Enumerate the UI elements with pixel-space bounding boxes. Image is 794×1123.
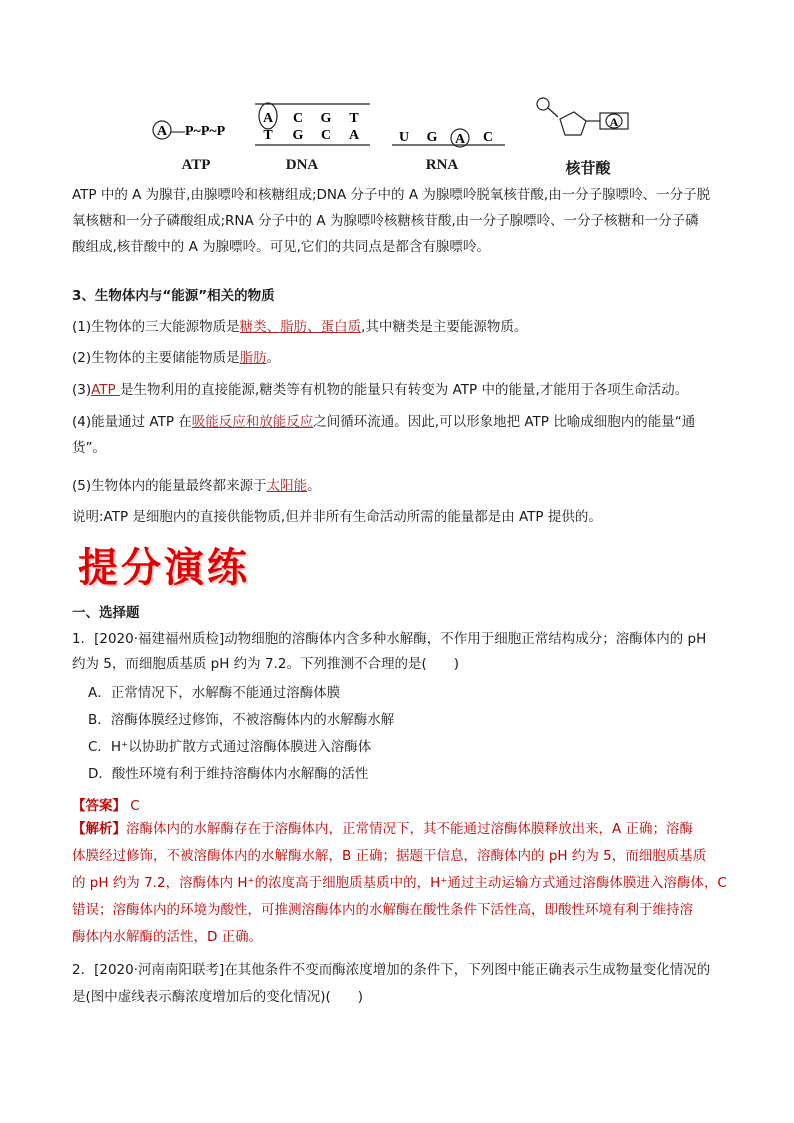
highlight-text: 太阳能	[266, 478, 308, 494]
highlight-text: 脂肪	[239, 350, 267, 366]
highlight-text: ATP	[91, 382, 120, 398]
intro-line: ATP 中的 A 为腺苷,由腺嘌呤和核糖组成;DNA 分子中的 A 为腺嘌呤脱氧核苷酸,由一分子腺嘌呤、一分子脱	[72, 187, 711, 203]
text-span: (3)	[72, 382, 92, 398]
energy-point-3	[72, 378, 688, 398]
choice-c: C．H⁺以协助扩散方式通过溶酶体膜进入溶酶体	[88, 739, 372, 755]
text-span: 溶酶体内的水解酶存在于溶酶体内，正常情况下，其不能通过溶酶体膜释放出来，A 正确；溶酶	[126, 821, 694, 837]
energy-point-2	[72, 346, 280, 366]
text-span: 是生物利用的直接能源,糖类等有机物的能量只有转变为 ATP 中的能量,才能用于各项生命活动。	[120, 382, 689, 398]
dna-top-base: A	[262, 111, 274, 126]
question-2-line: 2．[2020·河南南阳联考]在其他条件不变而酶浓度增加的条件下，下列图中能正确表示生成物量变化情况的	[72, 962, 711, 978]
analysis-line	[72, 816, 728, 843]
analysis-line: 体膜经过修饰，不被溶酶体内的水解酶水解，B 正确；据题干信息，溶酶体内的 pH 约为 5，而细胞质基质	[72, 848, 707, 864]
dna-top-base: G	[320, 111, 332, 126]
choice-b: B．溶酶体膜经过修饰，不被溶酶体内的水解酶水解	[88, 712, 395, 728]
atp-phosphates: —P~P~P	[171, 124, 226, 139]
atp-label: ATP	[181, 157, 211, 173]
dna-top-base: T	[349, 111, 359, 126]
choice-a: A．正常情况下，水解酶不能通过溶酶体膜	[88, 685, 341, 701]
rna-base: G	[426, 130, 438, 145]
text-span: (5)生物体内的能量最终都来源于	[72, 478, 267, 494]
text-span: (4)能量通过 ATP 在	[72, 414, 192, 430]
intro-line: 酸组成,核苷酸中的 A 为腺嘌呤。可见,它们的共同点是都含有腺嘌呤。	[72, 239, 490, 255]
analysis-label: 【解析】	[72, 821, 126, 837]
practice-banner: 提分演练	[78, 545, 250, 591]
dna-bottom-base: G	[292, 128, 304, 143]
analysis-line: 的 pH 约为 7.2，溶酶体内 H⁺的浓度高于细胞质基质中的，H⁺通过主动运输方式通过溶酶体膜进入溶酶体，C	[72, 875, 727, 891]
text-span: 之间循环流通。因此,可以形象地把 ATP 比喻成细胞内的能量“通	[313, 414, 696, 430]
rna-base: U	[398, 130, 410, 145]
dna-bottom-base: C	[320, 128, 332, 143]
molecule-figure	[140, 95, 660, 185]
answer-line	[72, 794, 140, 814]
rna-label: RNA	[425, 157, 459, 173]
rna-base: A	[454, 132, 466, 147]
dna-top-base: C	[292, 111, 304, 126]
text-span: 。	[307, 478, 321, 494]
energy-point-5	[72, 474, 321, 494]
nucleotide-base: A	[609, 115, 619, 129]
answer-value: C	[130, 798, 140, 814]
text-span: 。	[266, 350, 281, 366]
nucleotide-label: 核苷酸	[565, 159, 611, 177]
highlight-text: 吸能反应和放能反应	[191, 414, 314, 430]
analysis-line: 错误；溶酶体内的环境为酸性，可推测溶酶体内的水解酶在酸性条件下活性高，即酸性环境有利于维持溶	[72, 902, 693, 918]
question-2-line: 是(图中虚线表示酶浓度增加后的变化情况)( )	[72, 989, 364, 1005]
answer-label: 【答案】	[72, 798, 126, 814]
highlight-text: 糖类、脂肪、蛋白质	[239, 319, 362, 335]
text-span: ,其中糖类是主要能源物质。	[361, 319, 528, 335]
exercise-heading: 一、选择题	[72, 605, 140, 621]
text-span: (2)生物体的主要储能物质是	[72, 350, 240, 366]
text-span: (1)生物体的三大能源物质是	[72, 319, 240, 335]
rna-base: C	[482, 130, 494, 145]
analysis-block	[72, 816, 728, 951]
atp-a-text: A	[156, 124, 168, 139]
dna-bottom-base: T	[263, 128, 273, 143]
phosphate-circle	[537, 98, 549, 110]
molecule-diagram	[140, 95, 660, 155]
dna-bottom-base: A	[348, 128, 360, 143]
analysis-line: 酶体内水解酶的活性，D 正确。	[72, 929, 263, 945]
dna-label: DNA	[285, 157, 319, 173]
question-1-line: 1．[2020·福建福州质检]动物细胞的溶酶体内含多种水解酶，不作用于细胞正常结构成分；溶酶体内的 pH	[72, 631, 707, 647]
energy-point-4-cont: 货”。	[72, 440, 106, 456]
pentose-ring	[560, 112, 586, 135]
energy-point-1	[72, 315, 527, 335]
phosphate-bond	[548, 108, 558, 117]
intro-line: 氧核糖和一分子磷酸组成;RNA 分子中的 A 为腺嘌呤核糖核苷酸,由一分子腺嘌呤、一分子核糖和一分子磷	[72, 213, 699, 229]
question-1-line: 约为 5，而细胞质基质 pH 约为 7.2。下列推测不合理的是( )	[72, 656, 459, 672]
note-line: 说明:ATP 是细胞内的直接供能物质,但并非所有生命活动所需的能量都是由 ATP 提供的。	[72, 509, 602, 525]
section-title: 3、生物体内与“能源”相关的物质	[72, 288, 275, 304]
choice-d: D．酸性环境有利于维持溶酶体内水解酶的活性	[88, 766, 369, 782]
energy-point-4	[72, 410, 695, 430]
